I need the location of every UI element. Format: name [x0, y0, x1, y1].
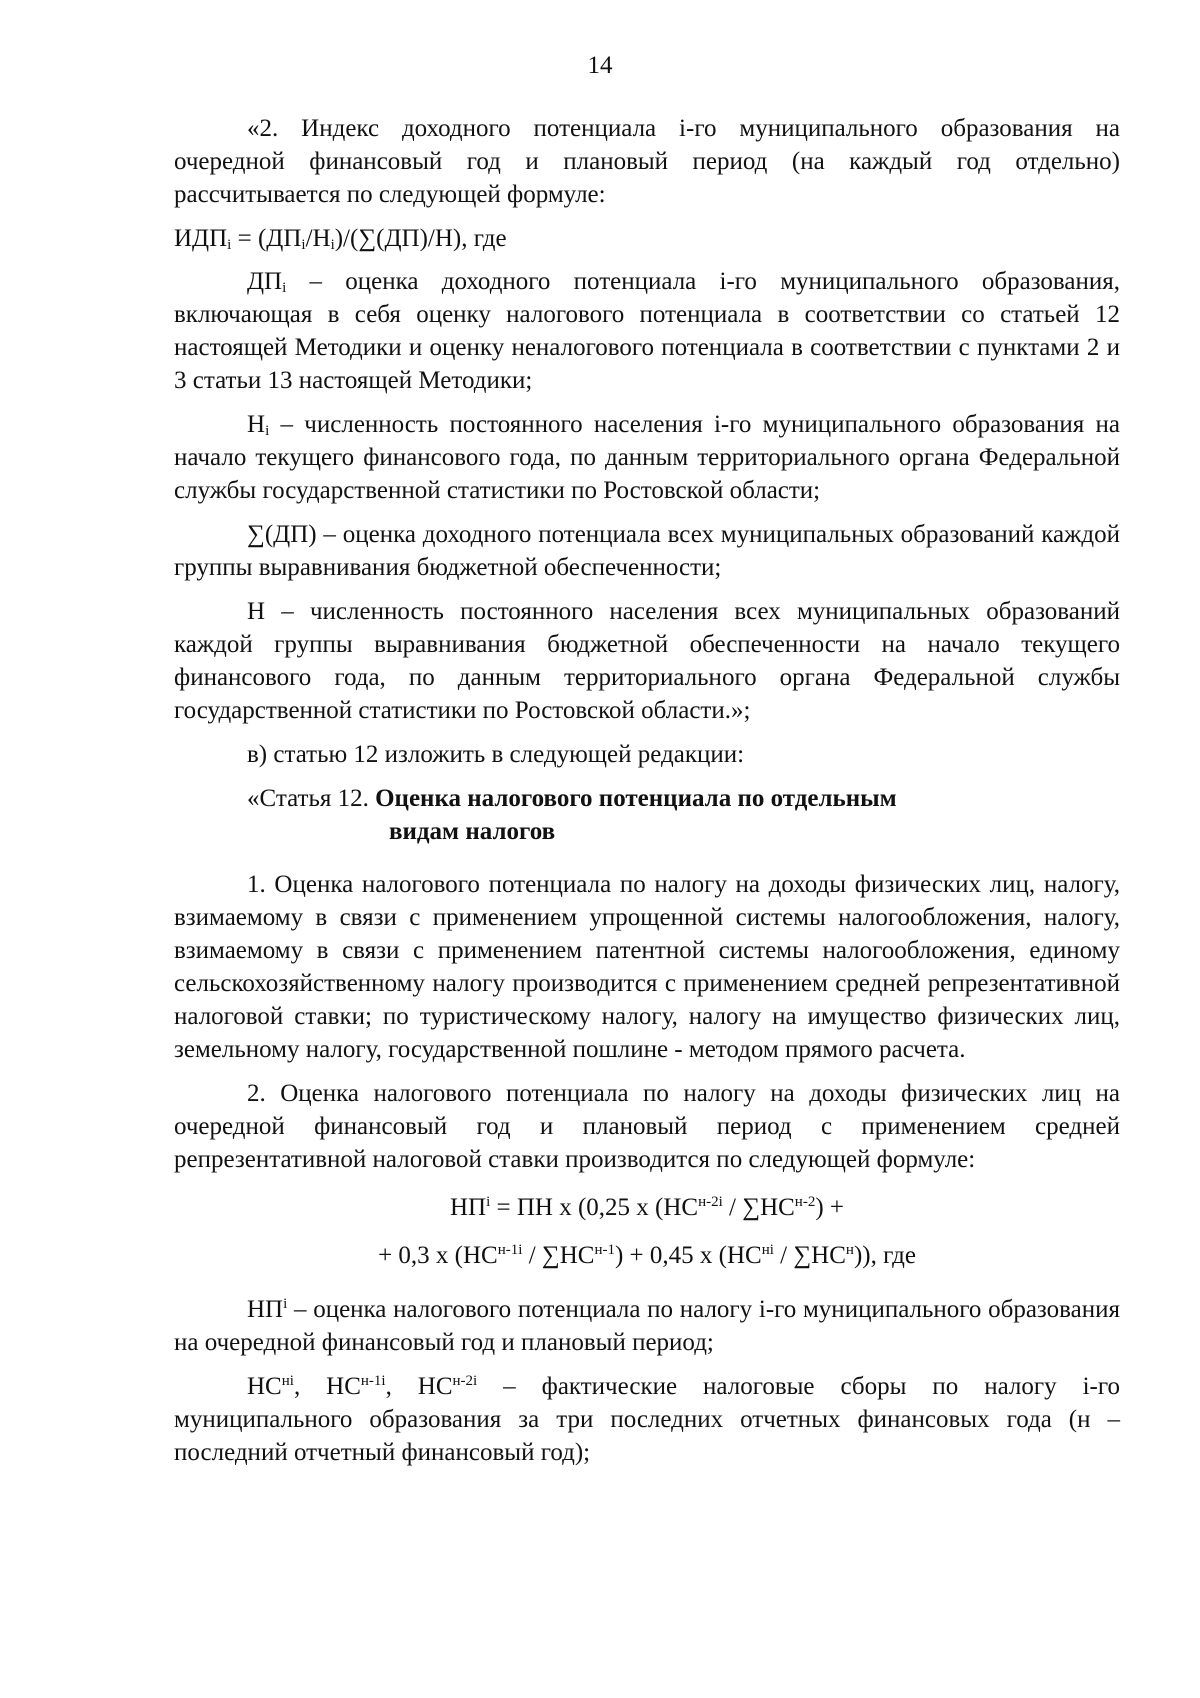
formula-income-potential-index: $ИДП_i = (ДП_i/Н_i)/(\sum(ДП)/Н)$, где: [174, 225, 507, 253]
definition-n-i: $Н_i$ – численность постоянного населения i-го муниципального образования на начало текущего финансового года, по данным территориального органа Федеральной службы государственной статистики по Ростовской области;: [174, 411, 1120, 504]
page-number: 14: [587, 52, 613, 79]
amendment-instruction: в) статью 12 изложить в следующей редакции:: [247, 741, 745, 768]
definition-n-total: Н – численность постоянного населения всех муниципальных образований каждой группы выравнивания бюджетной обеспеченности на начало текущего финансового года, по данным территориального органа Федеральной службы государственной статистики по Ростовской области.»;: [174, 598, 1120, 724]
document-body: [174, 112, 1120, 1480]
definition-dp: $ДП_i$ – оценка доходного потенциала i-го муниципального образования, включающая в себя оценку налогового потенциала в соответствии со статьей 12 настоящей Методики и оценку неналогового потенциала в соответствии с пунктами 2 и 3 статьи 13 настоящей Методики;: [174, 268, 1120, 394]
paragraph-index-intro: «2. Индекс доходного потенциала i-го муниципального образования на очередной финансовый год и плановый период (на каждый год отдельно) рассчитывается по следующей формуле:: [174, 115, 1120, 208]
formula-tax-potential-line1: $НП^i$ = ПН х (0,25 х $(НС^{н-2i} / \sum НС^{н-2})$ +: [449, 1194, 845, 1221]
article-item-2: 2. Оценка налогового потенциала по налогу на доходы физических лиц на очередной финансовый год и плановый период с применением средней репрезентативной налоговой ставки производится по следующей формуле:: [174, 1080, 1120, 1173]
article-item-1: 1. Оценка налогового потенциала по налогу на доходы физических лиц, налогу, взимаемому в связи с применением упрощенной системы налогообложения, налогу, взимаемому в связи с применением патентной системы налогообложения, единому сельскохозяйственному налогу производится с применением средней репрезентативной налоговой ставки; по туристическому налогу, налогу на имущество физических лиц, земельному налогу, государственной пошлине - методом прямого расчета.: [174, 871, 1120, 1063]
definition-sum-dp: ∑(ДП) – оценка доходного потенциала всех муниципальных образований каждой группы выравнивания бюджетной обеспеченности;: [174, 521, 1120, 581]
definition-np: $НП^i$ – оценка налогового потенциала по налогу i-го муниципального образования на очередной финансовый год и плановый период;: [174, 1296, 1120, 1356]
formula-tax-potential-line2: + 0,3 х $(НС^{н-1i} / \sum НС^{н-1}) + 0,45$ х $(НС^{нi} / \sum НС^н)$), где: [378, 1242, 916, 1269]
definition-ns: $НС^{нi}$, $НС^{н-1i}$, $НС^{н-2i}$ – фактические налоговые сборы по налогу i-го муниципального образования за три последних отчетных финансовых года (н – последний отчетный финансовый год);: [174, 1373, 1120, 1466]
article-heading: «Статья 12. Оценка налогового потенциала по отдельным видам налогов: [247, 785, 897, 845]
